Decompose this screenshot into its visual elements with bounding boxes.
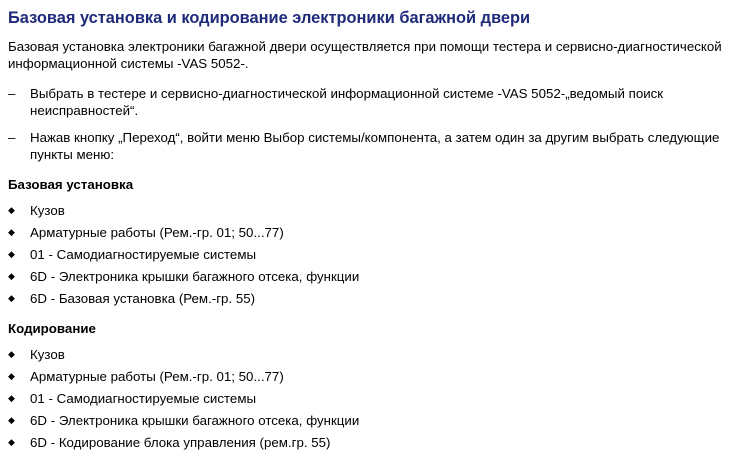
list-item-text: 01 - Самодиагностируемые системы bbox=[30, 391, 257, 406]
list-item bbox=[8, 202, 735, 219]
list-item-text: 6D - Электроника крышки багажного отсека, функции bbox=[30, 269, 360, 284]
intro-paragraph: Базовая установка электроники багажной двери осуществляется при помощи тестера и сервисно-диагностической информационной системы -VAS 5052-. bbox=[8, 39, 722, 71]
diamond-bullet-icon: ◆ bbox=[8, 227, 15, 237]
section-basic-setup bbox=[8, 176, 735, 307]
bullet-list bbox=[8, 202, 735, 307]
dash-marker: – bbox=[8, 86, 16, 101]
bullet-list bbox=[8, 346, 735, 451]
step-text: Нажав кнопку „Переход“, войти меню Выбор системы/компонента, а затем один за другим выбрать следующие пункты меню: bbox=[30, 130, 720, 162]
diamond-bullet-icon: ◆ bbox=[8, 205, 15, 215]
list-item-text: 01 - Самодиагностируемые системы bbox=[30, 247, 257, 262]
list-item-text: Арматурные работы (Рем.-гр. 01; 50...77) bbox=[30, 369, 284, 384]
step-item bbox=[8, 85, 735, 119]
diamond-bullet-icon: ◆ bbox=[8, 293, 15, 303]
list-item bbox=[8, 246, 735, 263]
list-item-text: Кузов bbox=[30, 203, 65, 218]
list-item bbox=[8, 346, 735, 363]
list-item-text: Арматурные работы (Рем.-гр. 01; 50...77) bbox=[30, 225, 284, 240]
diamond-bullet-icon: ◆ bbox=[8, 371, 15, 381]
section-heading: Кодирование bbox=[8, 321, 96, 336]
diamond-bullet-icon: ◆ bbox=[8, 393, 15, 403]
dash-marker: – bbox=[8, 130, 16, 145]
list-item bbox=[8, 390, 735, 407]
diamond-bullet-icon: ◆ bbox=[8, 249, 15, 259]
list-item bbox=[8, 224, 735, 241]
diamond-bullet-icon: ◆ bbox=[8, 271, 15, 281]
list-item bbox=[8, 290, 735, 307]
page-title: Базовая установка и кодирование электроники багажной двери bbox=[8, 9, 531, 27]
section-heading: Базовая установка bbox=[8, 177, 134, 192]
list-item-text: 6D - Кодирование блока управления (рем.гр. 55) bbox=[30, 435, 331, 450]
diamond-bullet-icon: ◆ bbox=[8, 349, 15, 359]
list-item bbox=[8, 268, 735, 285]
list-item bbox=[8, 412, 735, 429]
step-item bbox=[8, 129, 735, 163]
section-coding bbox=[8, 320, 735, 451]
list-item-text: 6D - Базовая установка (Рем.-гр. 55) bbox=[30, 291, 256, 306]
list-item bbox=[8, 434, 735, 451]
list-item bbox=[8, 368, 735, 385]
diamond-bullet-icon: ◆ bbox=[8, 437, 15, 447]
step-text: Выбрать в тестере и сервисно-диагностической информационной системе -VAS 5052-„ведомый поиск неисправностей“. bbox=[30, 86, 664, 118]
list-item-text: Кузов bbox=[30, 347, 65, 362]
diamond-bullet-icon: ◆ bbox=[8, 415, 15, 425]
list-item-text: 6D - Электроника крышки багажного отсека, функции bbox=[30, 413, 360, 428]
